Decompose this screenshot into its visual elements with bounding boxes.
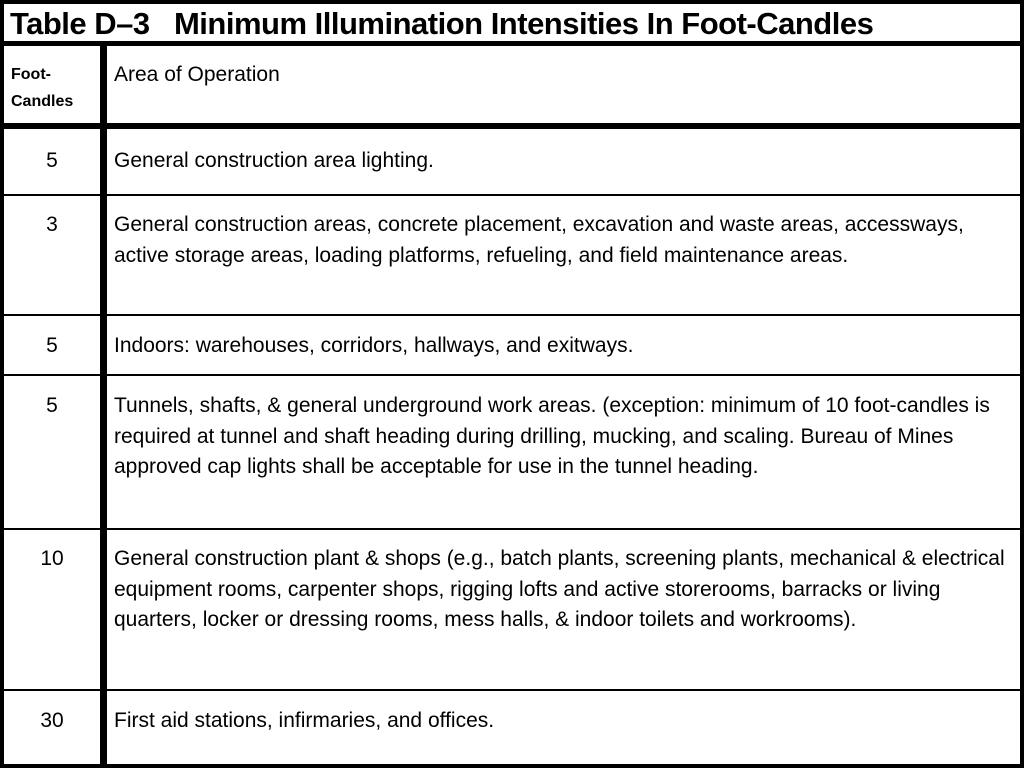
area-cell: General construction areas, concrete placement, excavation and waste areas, accessways, active storage areas, loading platforms, refueling, and field maintenance areas. <box>114 213 964 267</box>
foot-candles-cell: 3 <box>46 213 58 236</box>
area-cell: Tunnels, shafts, & general underground work areas. (exception: minimum of 10 foot-candles is required at tunnel and shaft heading during drilling, mucking, and scaling. Bureau of Mines approved cap lights shall be acceptable for use in the tunnel heading. <box>114 394 990 478</box>
area-cell: General construction area lighting. <box>114 149 434 172</box>
header-foot-candles: Foot- Candles <box>11 66 74 110</box>
table-row <box>4 129 1020 194</box>
area-cell: Indoors: warehouses, corridors, hallways, and exitways. <box>114 334 634 357</box>
table-row <box>4 530 1020 689</box>
illumination-table <box>4 46 1020 764</box>
table-row <box>4 691 1020 764</box>
table-title: Table D–3 Minimum Illumination Intensities In Foot-Candles <box>4 4 1020 46</box>
foot-candles-cell: 5 <box>46 394 58 417</box>
area-cell: First aid stations, infirmaries, and offices. <box>114 709 495 732</box>
table-row <box>4 316 1020 374</box>
area-cell: General construction plant & shops (e.g., batch plants, screening plants, mechanical & electrical equipment rooms, carpenter shops, rigging lofts and active storerooms, barracks or living quarters, locker or dressing rooms, mess halls, & indoor toilets and workrooms). <box>114 547 1005 631</box>
table-header-row <box>4 46 1020 123</box>
foot-candles-cell: 10 <box>40 547 64 570</box>
column-divider <box>100 46 107 764</box>
table-row <box>4 196 1020 314</box>
foot-candles-cell: 5 <box>46 149 58 172</box>
foot-candles-cell: 5 <box>46 334 58 357</box>
foot-candles-cell: 30 <box>40 709 64 732</box>
header-area-of-operation: Area of Operation <box>114 63 280 86</box>
table-row <box>4 376 1020 528</box>
